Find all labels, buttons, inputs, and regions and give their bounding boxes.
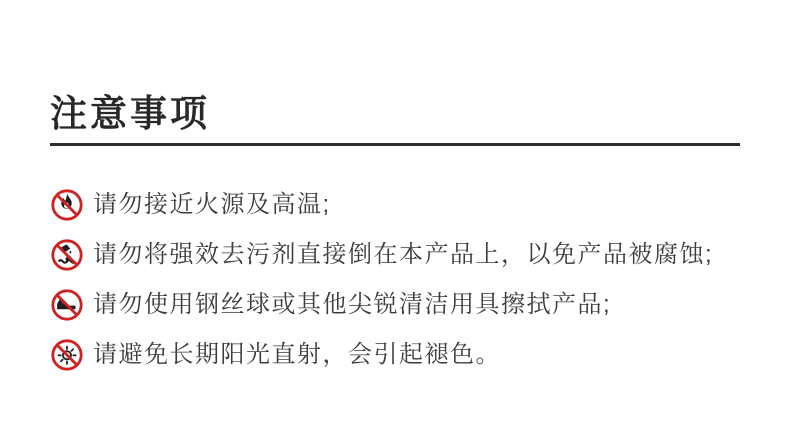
precaution-text: 请勿使用钢丝球或其他尖锐清洁用具擦拭产品; bbox=[93, 291, 612, 318]
no-scrape-icon bbox=[50, 288, 84, 322]
no-detergent-icon bbox=[50, 238, 84, 272]
precaution-text: 请勿将强效去污剂直接倒在本产品上，以免产品被腐蚀; bbox=[93, 241, 714, 268]
list-item bbox=[50, 180, 750, 230]
precaution-text: 请勿接近火源及高温; bbox=[93, 191, 331, 218]
page-title: 注意事项 bbox=[50, 92, 210, 134]
list-item bbox=[50, 330, 750, 380]
list-item bbox=[50, 230, 750, 280]
no-sunlight-icon bbox=[50, 338, 84, 372]
precaution-text: 请避免长期阳光直射，会引起褪色。 bbox=[93, 341, 501, 368]
precaution-list bbox=[50, 180, 750, 380]
title-underline-divider bbox=[50, 143, 740, 146]
no-fire-icon bbox=[50, 188, 84, 222]
list-item bbox=[50, 280, 750, 330]
